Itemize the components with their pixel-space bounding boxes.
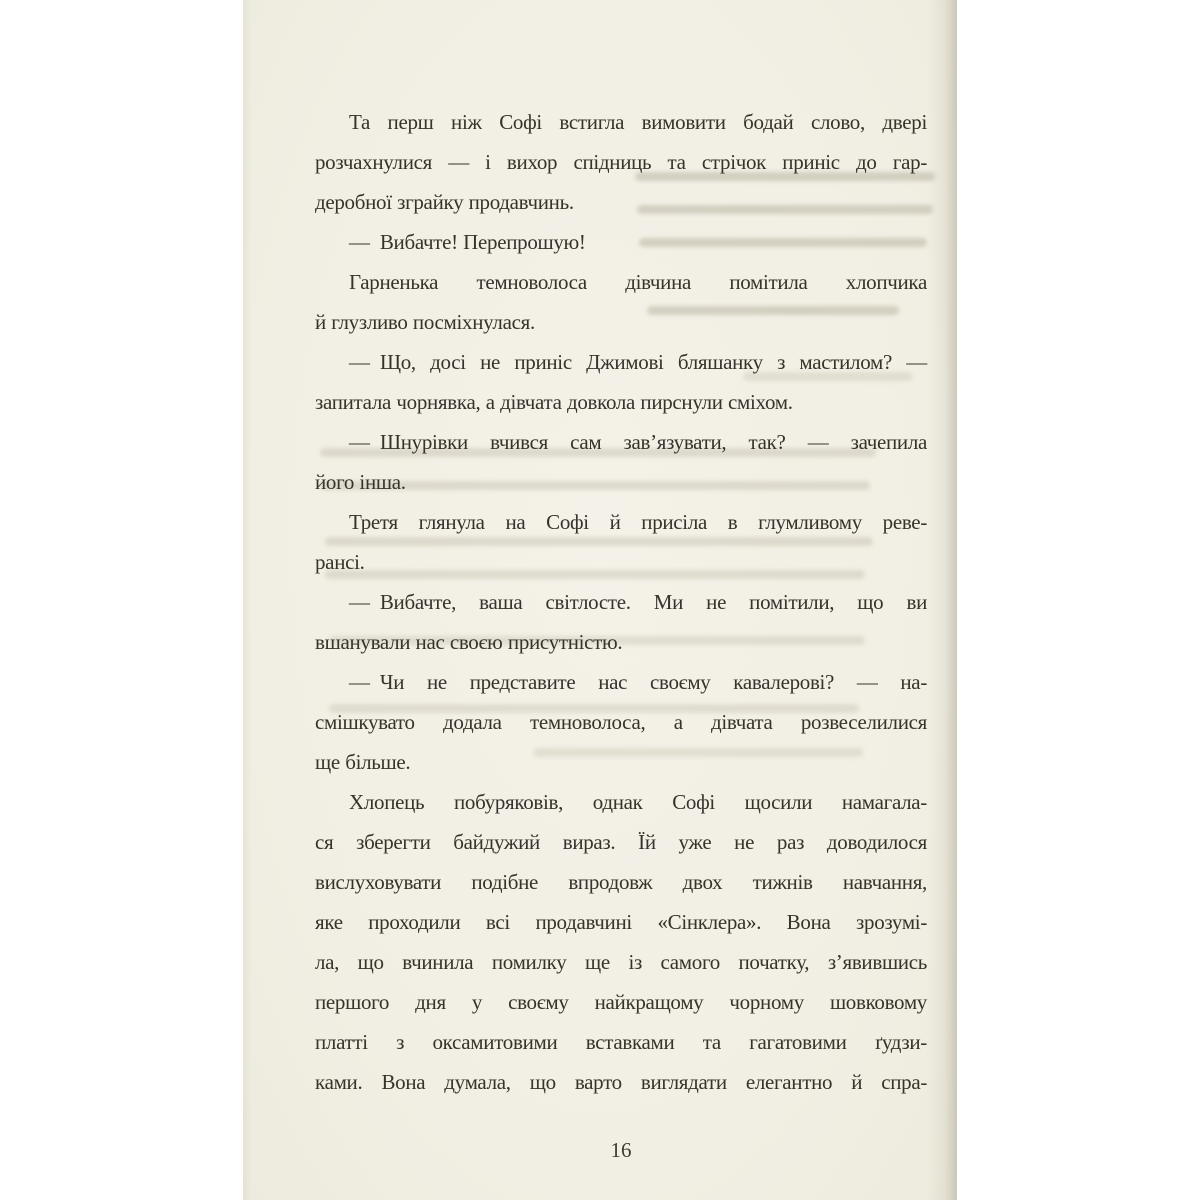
text-line: вислуховувати подібне впродовж двох тижнів навчання, — [315, 870, 927, 894]
text-line: — Чи не представите нас своєму кавалерові? — на- — [349, 670, 927, 694]
text-line: запитала чорнявка, а дівчата довкола пирснули сміхом. — [315, 390, 793, 414]
text-line: деробної зграйку продавчинь. — [315, 190, 574, 214]
text-line: платті з оксамитовими вставками та гагатовими ґудзи- — [315, 1030, 927, 1054]
text-line: Третя глянула на Софі й присіла в глумливому реве- — [349, 510, 927, 534]
text-line: Та перш ніж Софі встигла вимовити бодай слово, двері — [349, 110, 927, 134]
text-line: — Вибачте, ваша світлосте. Ми не помітили, що ви — [349, 590, 927, 614]
text-line: яке проходили всі продавчині «Сінклера». Вона зрозумі- — [315, 910, 927, 934]
text-line: ками. Вона думала, що варто виглядати елегантно й спра- — [315, 1070, 927, 1094]
paper-sheet — [243, 0, 957, 1200]
text-line: його інша. — [315, 470, 406, 494]
text-line: смішкувато додала темноволоса, а дівчата розвеселилися — [315, 710, 927, 734]
text-line: ще більше. — [315, 750, 411, 774]
text-line: ся зберегти байдужий вираз. Їй уже не раз доводилося — [315, 830, 927, 854]
text-line: Гарненька темноволоса дівчина помітила хлопчика — [349, 270, 927, 294]
text-line: — Що, досі не приніс Джимові бляшанку з мастилом? — — [349, 350, 927, 374]
text-line: Хлопець побуряковів, однак Софі щосили намагала- — [349, 790, 927, 814]
text-line: рансі. — [315, 550, 365, 574]
text-line: й глузливо посміхнулася. — [315, 310, 535, 334]
text-line: вшанували нас своєю присутністю. — [315, 630, 623, 654]
text-line: — Шнурівки вчився сам зав’язувати, так? — зачепила — [349, 430, 927, 454]
body-text — [315, 102, 927, 1102]
text-line: першого дня у своєму найкращому чорному шовковому — [315, 990, 927, 1014]
text-line: ла, що вчинила помилку ще із самого початку, з’явившись — [315, 950, 927, 974]
page-number: 16 — [610, 1138, 632, 1162]
text-line: розчахнулися — і вихор спідниць та стрічок приніс до гар- — [315, 150, 927, 174]
text-line: — Вибачте! Перепрошую! — [349, 230, 586, 254]
